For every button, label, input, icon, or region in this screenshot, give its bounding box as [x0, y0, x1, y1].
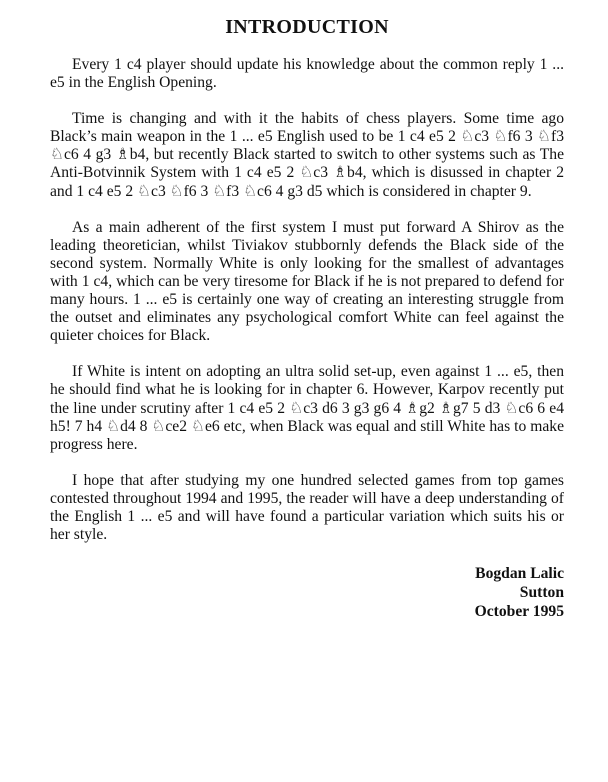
paragraph: Every 1 c4 player should update his knowledge about the common reply 1 ... e5 in the English Opening.	[50, 56, 564, 92]
signature-block	[50, 564, 564, 621]
paragraph: Time is changing and with it the habits of chess players. Some time ago Black’s main weapon in the 1 ... e5 English used to be 1 c4 e5 2 ♘c3 ♘f6 3 ♘f3 ♘c6 4 g3 ♗b4, but recently Black started to switch to other systems such as The Anti-Botvinnik System with 1 c4 e5 2 ♘c3 ♗b4, which is disussed in chapter 2 and 1 c4 e5 2 ♘c3 ♘f6 3 ♘f3 ♘c6 4 g3 d5 which is considered in chapter 9.	[50, 110, 564, 200]
page	[50, 14, 564, 621]
author-place: Sutton	[519, 584, 564, 602]
author-name: Bogdan Lalic	[475, 565, 564, 583]
paragraph: As a main adherent of the first system I must put forward A Shirov as the leading theoretician, whilst Tiviakov stubbornly defends the Black side of the second system. Normally White is only looking for the smallest of advantages with 1 c4, which can be very tiresome for Black if he is not prepared to defend for many hours. 1 ... e5 is certainly one way of creating an interesting struggle from the outset and eliminates any psychological comfort White can feel against the quieter choices for Black.	[50, 218, 564, 345]
paragraph: If White is intent on adopting an ultra solid set-up, even against 1 ... e5, then he should find what he is looking for in chapter 6. However, Karpov recently put the line under scrutiny after 1 c4 e5 2 ♘c3 d6 3 g3 g6 4 ♗g2 ♗g7 5 d3 ♘c6 6 e4 h5! 7 h4 ♘d4 8 ♘ce2 ♘e6 etc, when Black was equal and still White has to make progress here.	[50, 363, 564, 453]
signature-date: October 1995	[474, 603, 564, 621]
page-title: INTRODUCTION	[225, 16, 389, 38]
paragraph: I hope that after studying my one hundred selected games from top games contested throughout 1994 and 1995, the reader will have a deep understanding of the English 1 ... e5 and will have found a particular variation which suits his or her style.	[50, 471, 564, 544]
